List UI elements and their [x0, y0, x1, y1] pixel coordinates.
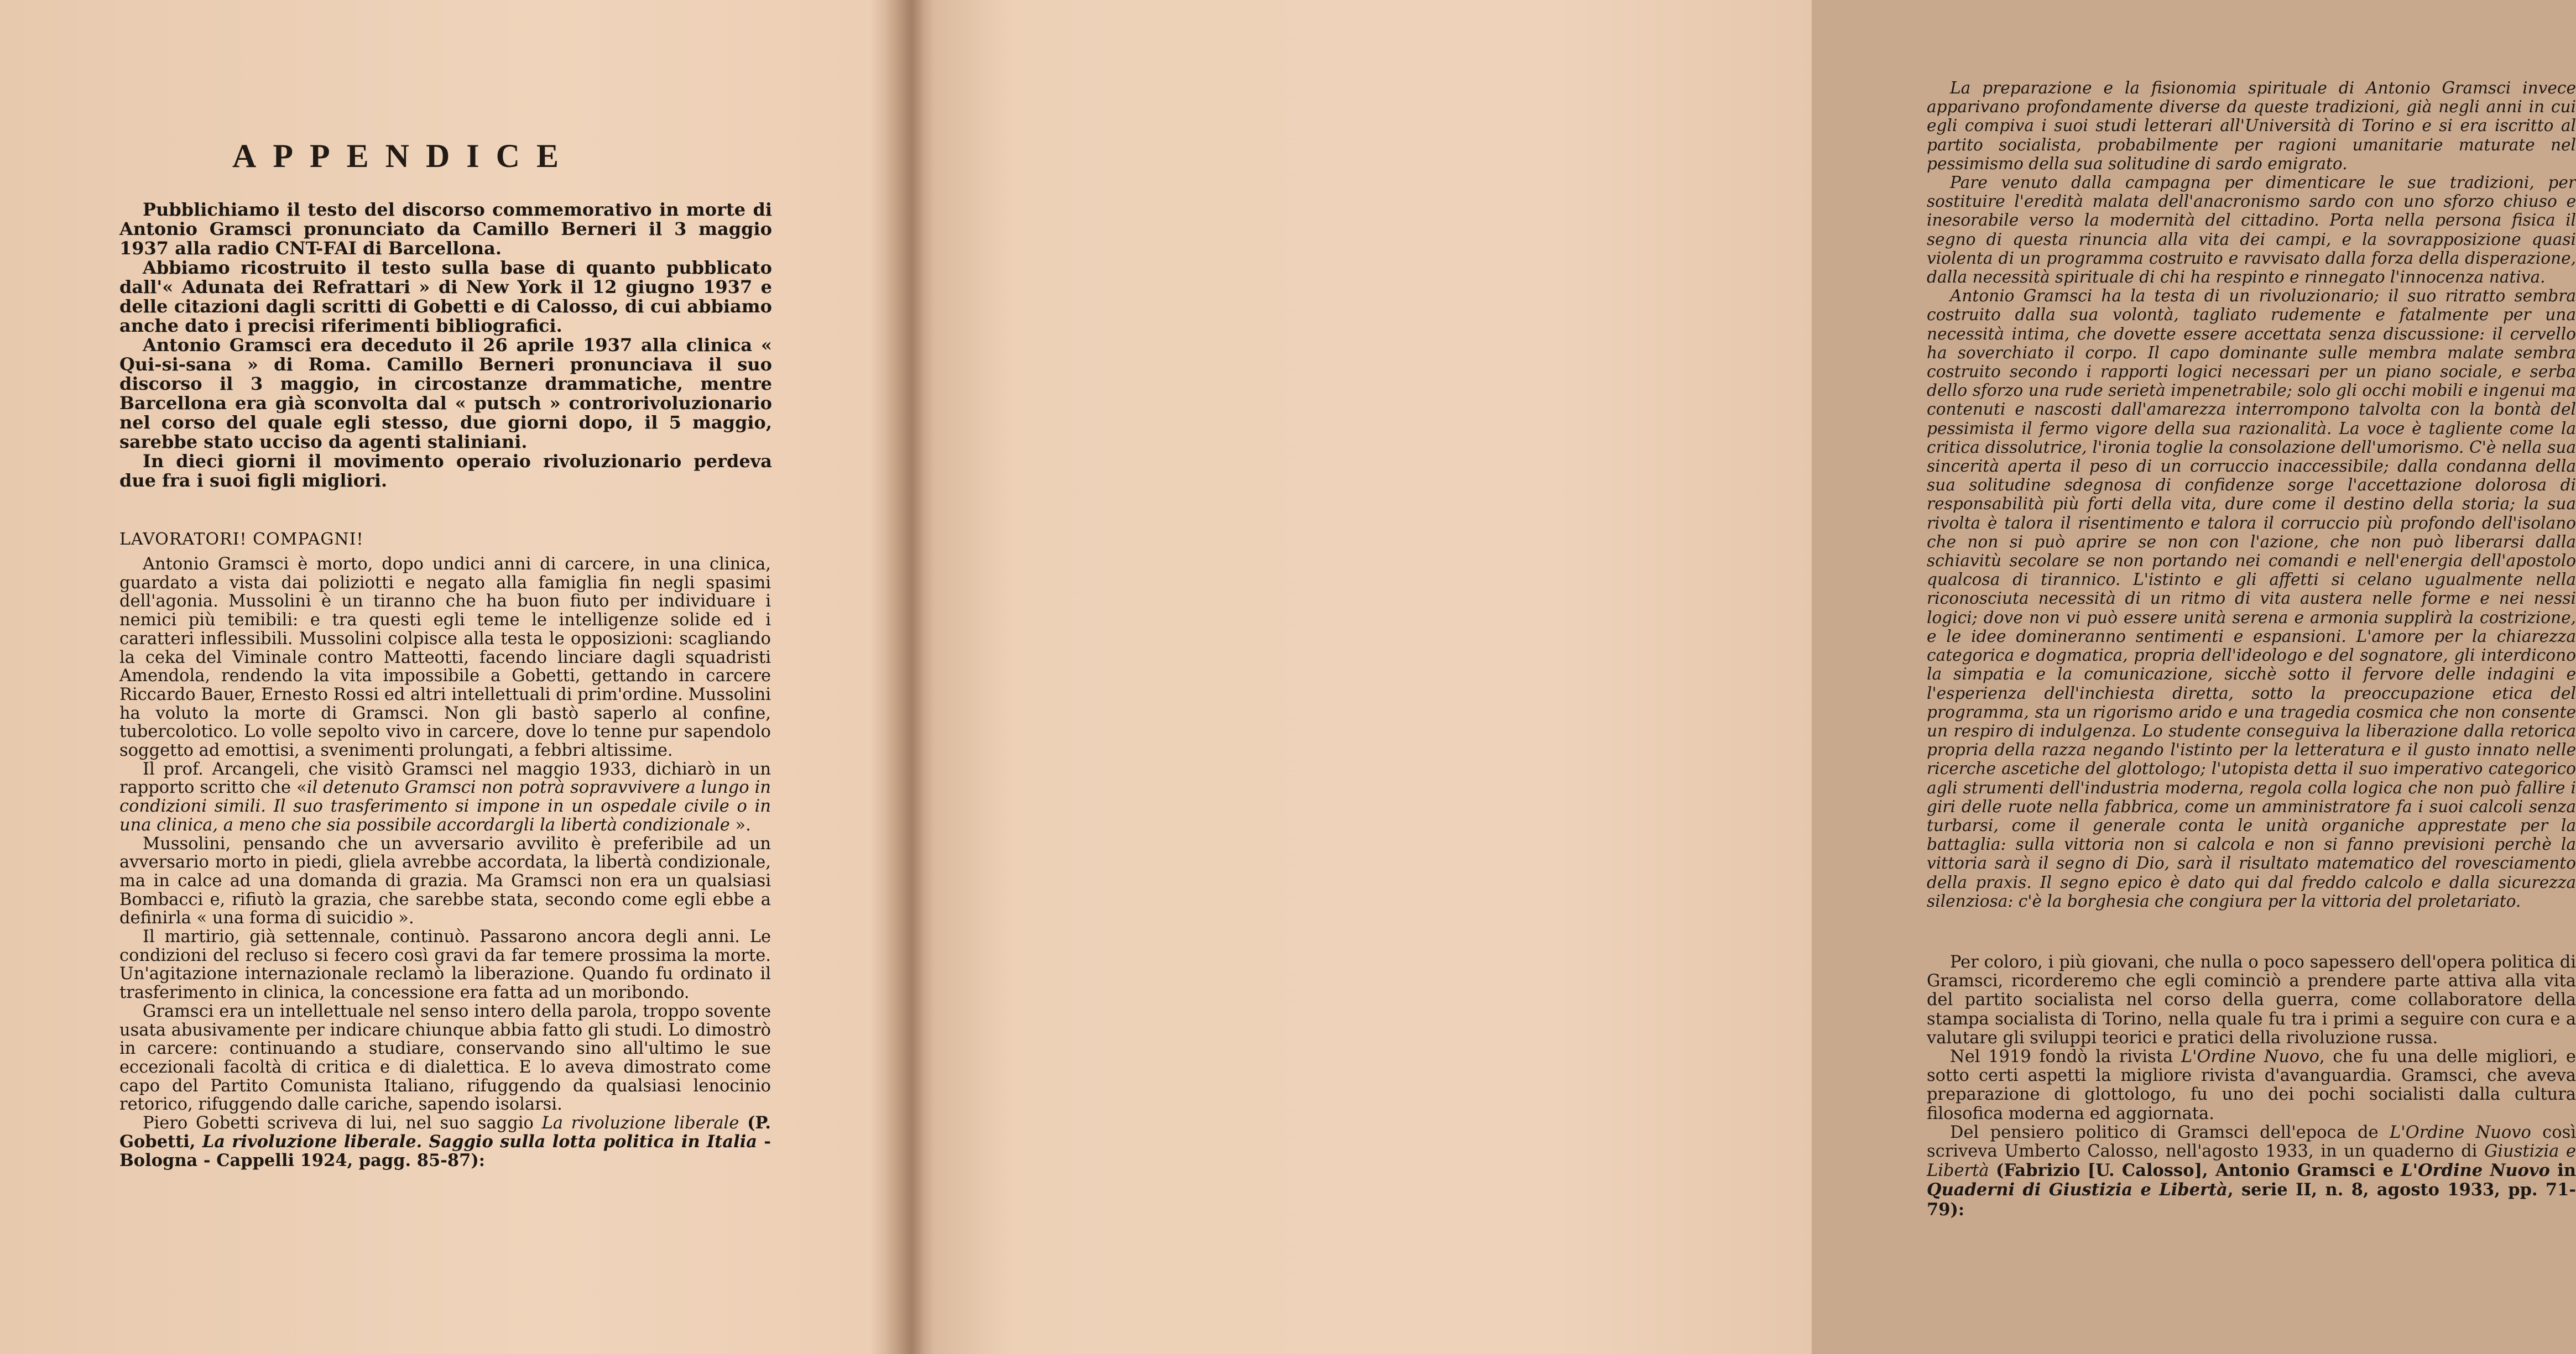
intro-paragraph: Pubblichiamo il testo del discorso commemorativo in morte di Antonio Gramsci pronunciato da Camillo Berneri il 3 maggio 1937 alla radio CNT-FAI di Barcellona. — [119, 199, 772, 259]
left-page — [0, 0, 904, 1354]
body-paragraph — [1927, 1048, 2576, 1123]
text-run: Piero Gobetti scriveva di lui, nel suo saggio — [143, 1113, 534, 1133]
intro-paragraph: In dieci giorni il movimento operaio rivoluzionario perdeva due fra i suoi figli migliori. — [119, 451, 772, 491]
text-run: , che fu una delle migliori, e sotto certi aspetti la migliore rivista d'avanguardia. Gramsci, che aveva preparazione di glottologo, fu uno dei pochi socialisti dalla cultura filosofica moderna ed aggiornata. — [1927, 1047, 2576, 1123]
intro-paragraph: Antonio Gramsci era deceduto il 26 aprile 1937 alla clinica « Qui-si-sana » di Roma. Camillo Berneri pronunciava il suo discorso il 3 maggio, in circostanze drammatiche, mentre Barcellona era già sconvolta dal « putsch » controrivoluzionario nel corso del quale egli stesso, due giorni dopo, il 5 maggio, sarebbe stato ucciso da agenti staliniani. — [119, 334, 772, 452]
journal-title: L'Ordine Nuovo — [2390, 1122, 2531, 1142]
journal-title: L'Ordine Nuovo — [2181, 1047, 2319, 1067]
quote-paragraph: Antonio Gramsci ha la testa di un rivoluzionario; il suo ritratto sembra costruito dalla sua volontà, tagliato rudemente e fatalmente per una necessità intima, che dovette essere accettata senza discussione: il cervello ha soverchiato il corpo. Il capo dominante sulle membra malate sembra costruito secondo i rapporti logici necessari per un piano sociale, e serba dello sforzo una rude serietà impenetrabile; solo gli occhi mobili e ingenui ma contenuti e nascosti dall'amarezza interrompono talvolta con la bontà del pessimista il fermo vigore della sua razionalità. La voce è tagliente come la critica dissolutrice, l'ironia toglie la consolazione dell'umorismo. C'è nella sua sincerità aperta il peso di un corruccio inaccessibile; dalla condanna della sua solitudine sdegnosa di confidenze sorge l'accettazione dolorosa di responsabilità più forti della vita, dure come il destino della storia; la sua rivolta è talora il risentimento e talora il corruccio più profondo dell'isolano che non si può aprire se non con l'azione, che non può liberarsi dalla schiavitù secolare se non portando nei comandi e nell'energia dell'apostolo qualcosa di tirannico. L'istinto e gli affetti si celano ugualmente nella riconosciuta necessità di un ritmo di vita austera nelle forme e nei nessi logici; dove non vi può essere unità serena e armonia supplirà la costrizione, e le idee domineranno sentimenti e espansioni. L'amore per la chiarezza categorica e dogmatica, propria dell'ideologo e del sognatore, gli interdicono la simpatia e la comunicazione, sicchè sotto il fervore delle indagini e l'esperienza dell'inchiesta diretta, sotto la preoccupazione etica del programma, sta un rigorismo arido e una tragedia cosmica che non consente un respiro di indulgenza. Lo studente conseguiva la liberazione dalla retorica propria della razza negando l'istinto per la letteratura e il gusto innato nelle ricerche ascetiche del glottologo; l'utopista detta il suo imperativo categorico agli strumenti dell'industria moderna, regola colla logica che non può fallire i giri delle ruote nella fabbrica, come un amministratore fa i suoi calcoli senza turbarsi, come il generale conta le unità organiche apprestate per la battaglia: sulla vittoria non si calcola e non si fanno previsioni perchè la vittoria sarà il segno di Dio, sarà il risultato matematico del rovesciamento della praxis. Il segno epico è dato qui dal freddo calcolo e dalla sicurezza silenziosa: c'è la borghesia che congiura per la vittoria del proletariato. — [1927, 286, 2576, 911]
citation-title: Quaderni di Giustizia e Libertà — [1927, 1180, 2228, 1200]
speech-body — [119, 555, 771, 1170]
arcangeli-quote: il detenuto Gramsci non potrà sopravvivere a lungo in condizioni simili. Il suo trasferimento si impone in un ospedale civile o in una clinica, a meno che sia possibile accordargli la libertà condizionale — [119, 778, 771, 835]
book-title: La rivoluzione liberale — [541, 1113, 739, 1133]
body-paragraph — [119, 1114, 771, 1170]
quote-paragraph: Pare venuto dalla campagna per dimenticare le sue tradizioni, per sostituire l'eredità malata dell'anacronismo sardo con uno sforzo chiuso e inesorabile verso la modernità del cittadino. Porta nella persona fisica il segno di questa rinuncia alla vita dei campi, e la sovrapposizione quasi violenta di un programma costruito e ravvisato dalla forza della disperazione, dalla necessità spirituale di chi ha respinto e rinnegato l'innocenza nativa. — [1927, 173, 2576, 287]
intro-paragraph: Abbiamo ricostruito il testo sulla base di quanto pubblicato dall'« Adunata dei Refrattari » di New York il 12 giugno 1937 e delle citazioni dagli scritti di Gobetti e di Calosso, di cui abbiamo anche dato i precisi riferimenti bibliografici. — [119, 257, 772, 336]
text-run: così scriveva Umberto Calosso, nell'agosto 1933, in un quaderno di — [1927, 1122, 2576, 1162]
citation-text: , serie II, n. 8, agosto 1933, pp. 71-79): — [1927, 1180, 2576, 1220]
appendix-title: APPENDICE — [232, 138, 576, 174]
right-body — [1927, 953, 2576, 1220]
citation-text: in — [2557, 1160, 2576, 1181]
text-run: Il prof. Arcangeli, che visitò Gramsci nel maggio 1933, dichiarò in un rapporto scritto che « — [119, 759, 771, 798]
text-run: ». — [735, 815, 751, 835]
citation-text: - Bologna - Cappelli 1924, pagg. 85-87): — [119, 1131, 771, 1170]
citation-text: (P. Gobetti, — [119, 1113, 771, 1152]
body-paragraph: Antonio Gramsci è morto, dopo undici anni di carcere, in una clinica, guardato a vista dai poliziotti e negato alla famiglia fin negli spasimi dell'agonia. Mussolini è un tiranno che ha buon fiuto per individuare i nemici più temibili: e tra questi egli teme le intelligenze solide ed i caratteri inflessibili. Mussolini colpisce alla testa le opposizioni: scagliando la ceka del Viminale contro Matteotti, facendo linciare dagli squadristi Amendola, rendendo la vita impossibile a Gobetti, gettando in carcere Riccardo Bauer, Ernesto Rossi ed altri intellettuali di prim'ordine. Mussolini ha voluto la morte di Gramsci. Non gli bastò saperlo al confine, tubercolotico. Lo volle sepolto vivo in carcere, dove lo tenne pur sapendolo soggetto ad emottisi, a svenimenti prolungati, a febbri altissime. — [119, 555, 771, 761]
citation — [1927, 1160, 2576, 1219]
body-paragraph: Mussolini, pensando che un avversario avvilito è preferibile ad un avversario morto in piedi, gliela avrebbe accordata, la libertà condizionale, ma in calce ad una domanda di grazia. Ma Gramsci non era un qualsiasi Bombacci e, rifiutò la grazia, che sarebbe stata, secondo come egli ebbe a definirla « una forma di suicidio ». — [119, 834, 771, 928]
intro-section — [119, 200, 772, 490]
citation-title: L'Ordine Nuovo — [2401, 1160, 2550, 1181]
speech-salutation: LAVORATORI! COMPAGNI! — [119, 530, 364, 549]
text-run: Nel 1919 fondò la rivista — [1950, 1047, 2173, 1067]
body-paragraph: Gramsci era un intellettuale nel senso intero della parola, troppo sovente usata abusivamente per indicare chiunque abbia fatto gli studi. Lo dimostrò in carcere: continuando a studiare, conservando sino all'ultimo le sue eccezionali facoltà di critica e di dialettica. E lo aveva dimostrato come capo del Partito Comunista Italiano, rifuggendo da qualsiasi lenocinio retorico, rifuggendo dalle cariche, sapendo isolarsi. — [119, 1001, 771, 1115]
journal-title: Giustizia e Libertà — [1927, 1142, 2576, 1181]
citation-title: La rivoluzione liberale. Saggio sulla lotta politica in Italia — [202, 1131, 758, 1152]
body-paragraph: Il martirio, già settennale, continuò. Passarono ancora degli anni. Le condizioni del recluso si fecero così gravi da far temere prossima la morte. Un'agitazione internazionale reclamò la liberazione. Quando fu ordinato il trasferimento in clinica, la concessione era fatta ad un moribondo. — [119, 927, 771, 1003]
body-paragraph — [1927, 1123, 2576, 1220]
right-page — [908, 0, 2576, 1354]
citation-text: (Fabrizio [U. Calosso], Antonio Gramsci e — [1996, 1160, 2394, 1181]
text-run: Del pensiero politico di Gramsci dell'epoca de — [1950, 1122, 2379, 1142]
body-paragraph: Per coloro, i più giovani, che nulla o poco sapessero dell'opera politica di Gramsci, ricorderemo che egli cominciò a prendere parte attiva alla vita del partito socialista nel corso della guerra, come collaboratore della stampa socialista di Torino, nella quale fu tra i primi a seguire con cura e a valutare gli sviluppi teorici e pratici della rivoluzione russa. — [1927, 953, 2576, 1048]
body-paragraph — [119, 760, 771, 835]
gobetti-quote — [1927, 79, 2576, 911]
quote-paragraph: La preparazione e la fisionomia spirituale di Antonio Gramsci invece apparivano profondamente diverse da queste tradizioni, già negli anni in cui egli compiva i suoi studi letterari all'Università di Torino e si era iscritto al partito socialista, probabilmente per ragioni umanitarie maturate nel pessimismo della sua solitudine di sardo emigrato. — [1927, 79, 2576, 173]
